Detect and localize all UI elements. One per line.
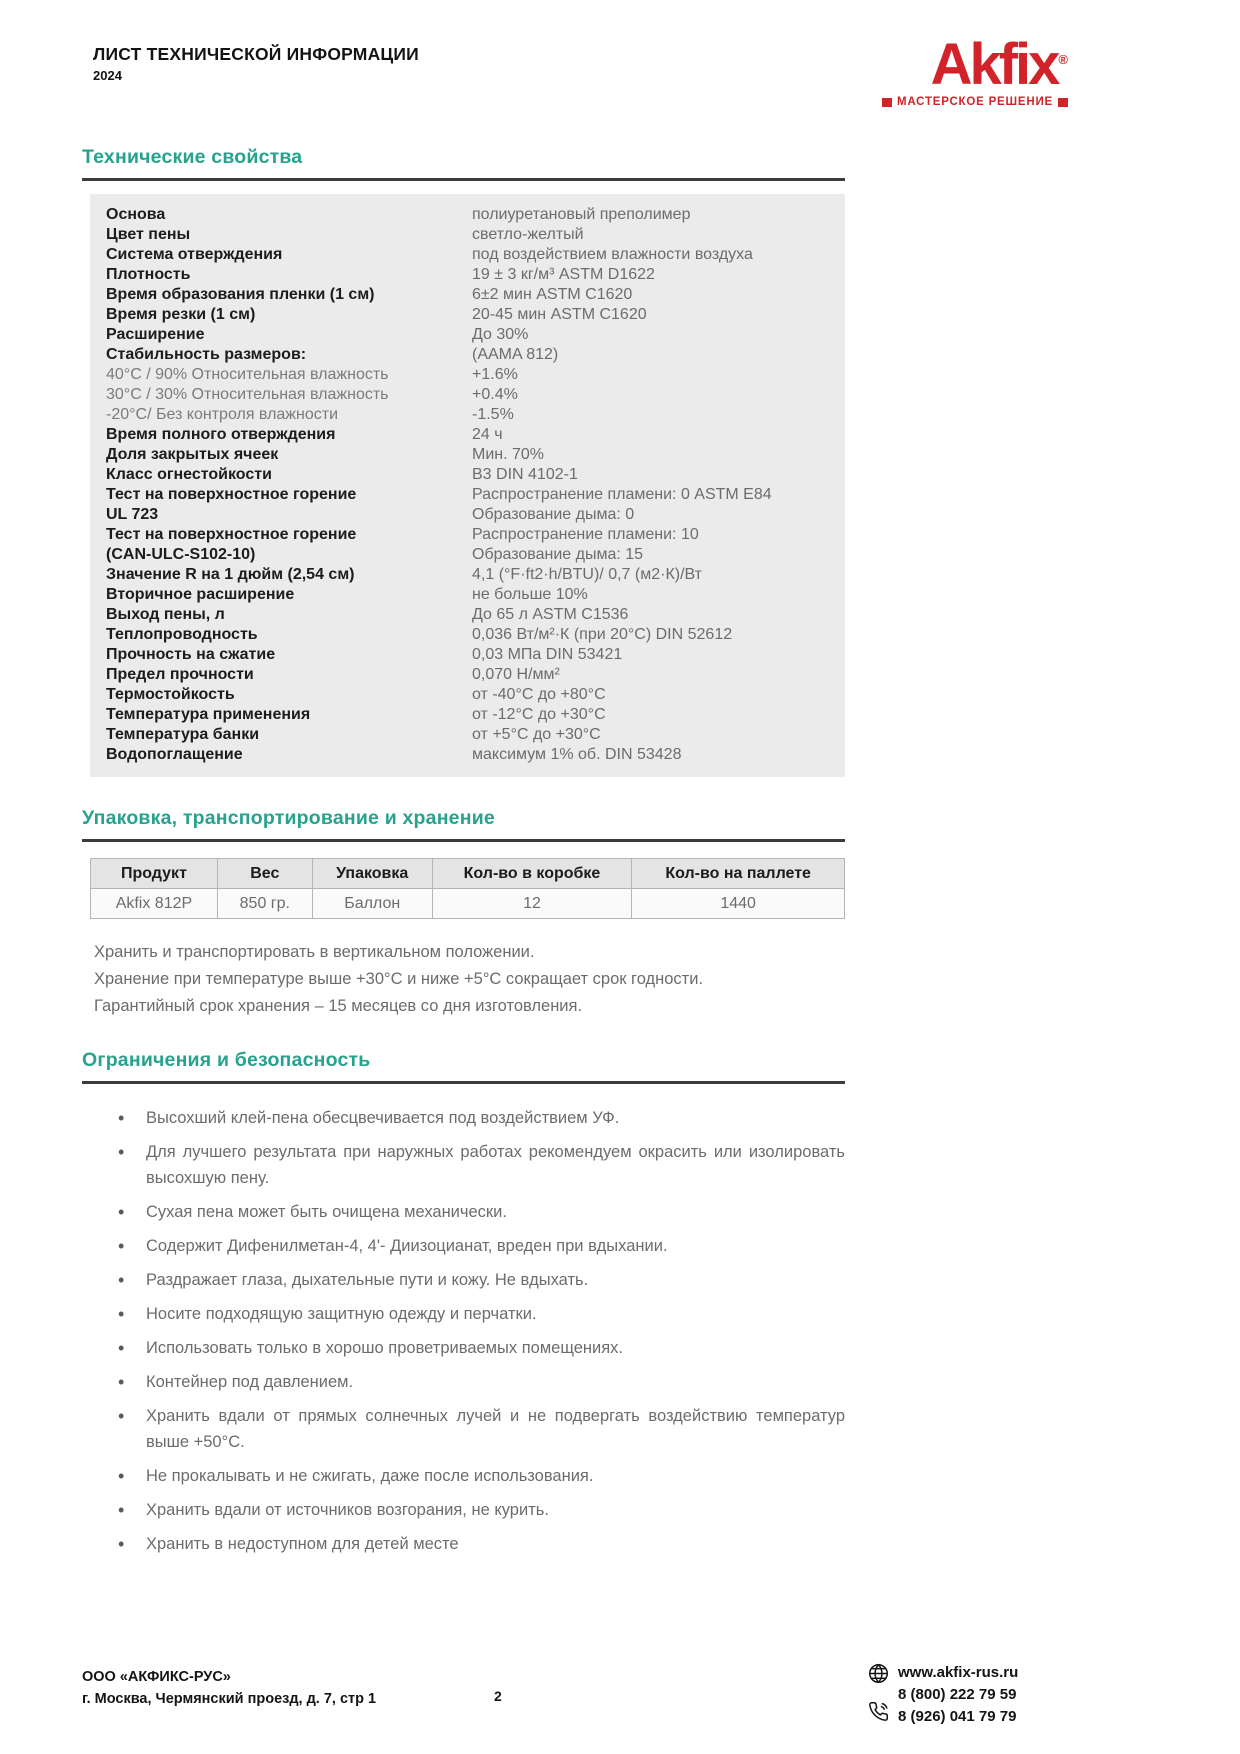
tech-table <box>90 194 845 777</box>
packaging-data-row <box>91 889 845 919</box>
packaging-column-header: Вес <box>217 859 312 889</box>
tech-row-value: 0,03 МПа DIN 53421 <box>472 646 623 663</box>
safety-bullet: • Для лучшего результата при наружных работах рекомендуем окрасить или изолировать высохшую пену. <box>82 1139 845 1191</box>
packaging-cell: Баллон <box>312 889 432 919</box>
tech-row-label: Температура банки <box>106 726 260 743</box>
logo-square-left <box>882 98 892 107</box>
section-heading-packaging: Упаковка, транспортирование и хранение <box>82 807 495 829</box>
tech-row <box>106 585 835 605</box>
tech-row <box>106 685 835 705</box>
tech-row <box>106 505 835 525</box>
safety-bullet: • Высохший клей-пена обесцвечивается под воздействием УФ. <box>82 1105 845 1131</box>
tech-row <box>106 285 835 305</box>
tech-row-value: 0,070 Н/мм² <box>472 666 560 683</box>
tech-row-label: Класс огнестойкости <box>106 466 272 483</box>
storage-notes <box>94 939 845 1020</box>
tech-row-label: Основа <box>106 206 166 223</box>
tech-row-label: Время резки (1 см) <box>106 306 256 323</box>
tech-row <box>106 545 835 565</box>
tech-row-value: 0,036 Вт/м²·К (при 20°C) DIN 52612 <box>472 626 733 643</box>
tech-row-label: Время полного отверждения <box>106 426 336 443</box>
logo-square-right <box>1058 98 1068 107</box>
packaging-column-header: Упаковка <box>312 859 432 889</box>
packaging-cell: Akfix 812P <box>91 889 218 919</box>
footer-company-block <box>82 1666 376 1710</box>
tech-row-label: Тест на поверхностное горение <box>106 526 357 543</box>
tech-row <box>106 405 835 425</box>
safety-list <box>82 1105 845 1557</box>
tech-row-value: Распространение пламени: 10 <box>472 526 699 543</box>
tech-row <box>106 325 835 345</box>
tech-row <box>106 705 835 725</box>
content-column <box>82 146 845 1557</box>
tech-row-label: Прочность на сжатие <box>106 646 276 663</box>
storage-note: Хранение при температуре выше +30°C и ниже +5°C сокращает срок годности. <box>94 970 704 988</box>
tech-row <box>106 305 835 325</box>
packaging-column-header: Кол-во на паллете <box>632 859 845 889</box>
tech-row-value: 6±2 мин ASTM C1620 <box>472 286 633 303</box>
safety-bullet: • Содержит Дифенилметан-4, 4'- Диизоцианат, вреден при вдыхании. <box>82 1233 845 1259</box>
tech-row-value: 4,1 (°F·ft2·h/BTU)/ 0,7 (м2·К)/Вт <box>472 566 702 583</box>
tech-row-value: B3 DIN 4102-1 <box>472 466 578 483</box>
tech-row <box>106 625 835 645</box>
tech-row-label: -20°C/ Без контроля влажности <box>106 406 338 423</box>
safety-bullet: • Раздражает глаза, дыхательные пути и кожу. Не вдыхать. <box>82 1267 845 1293</box>
footer-address: г. Москва, Чермянский проезд, д. 7, стр 1 <box>82 1691 377 1707</box>
safety-bullet: • Хранить в недоступном для детей месте <box>82 1531 845 1557</box>
tech-row <box>106 465 835 485</box>
tech-row <box>106 565 835 585</box>
page-header <box>0 0 1240 108</box>
tech-row-label: Система отверждения <box>106 246 283 263</box>
safety-bullet: • Использовать только в хорошо проветриваемых помещениях. <box>82 1335 845 1361</box>
heading-rule <box>82 839 845 842</box>
heading-rule <box>82 1081 845 1084</box>
footer-website-row <box>868 1662 1018 1684</box>
logo-tagline-text: МАСТЕРСКОЕ РЕШЕНИЕ <box>896 96 1053 108</box>
tech-row-label: UL 723 <box>106 506 159 523</box>
tech-row <box>106 645 835 665</box>
safety-bullet: • Хранить вдали от источников возгорания, не курить. <box>82 1497 845 1523</box>
tech-row-value: не больше 10% <box>472 586 588 603</box>
tech-row-value: от +5°C до +30°C <box>472 726 601 743</box>
title-block <box>93 44 419 83</box>
tech-row <box>106 485 835 505</box>
tech-row <box>106 205 835 225</box>
tech-row-label: Температура применения <box>106 706 311 723</box>
packaging-header-row <box>91 859 845 889</box>
document-year: 2024 <box>93 68 122 83</box>
tech-row-value: 24 ч <box>472 426 503 443</box>
tech-row <box>106 225 835 245</box>
packaging-table <box>90 858 845 919</box>
footer-phone1-row <box>868 1684 1018 1706</box>
tech-row <box>106 425 835 445</box>
storage-note: Гарантийный срок хранения – 15 месяцев со дня изготовления. <box>94 997 583 1015</box>
tech-row <box>106 725 835 745</box>
tech-row-label: Термостойкость <box>106 686 235 703</box>
tech-row-label: Вторичное расширение <box>106 586 295 603</box>
phone-icon <box>868 1701 889 1722</box>
safety-bullet: • Носите подходящую защитную одежду и перчатки. <box>82 1301 845 1327</box>
tech-row-value: от -40°C до +80°C <box>472 686 606 703</box>
tech-row <box>106 745 835 765</box>
tech-row <box>106 525 835 545</box>
globe-icon <box>868 1663 889 1684</box>
logo-tagline <box>882 96 1068 108</box>
tech-row-label: Значение R на 1 дюйм (2,54 см) <box>106 566 355 583</box>
tech-row-value: До 65 л ASTM C1536 <box>472 606 629 623</box>
tech-row-value: максимум 1% об. DIN 53428 <box>472 746 682 763</box>
tech-row-value: от -12°C до +30°C <box>472 706 606 723</box>
tech-row-label: Цвет пены <box>106 226 191 243</box>
tech-row-value: (AAMA 812) <box>472 346 559 363</box>
footer-phone1: 8 (800) 222 79 59 <box>898 1686 1017 1703</box>
registered-mark: ® <box>1058 51 1068 67</box>
tech-row-label: Тест на поверхностное горение <box>106 486 357 503</box>
packaging-column-header: Кол-во в коробке <box>432 859 632 889</box>
tech-row-value: Распространение пламени: 0 ASTM E84 <box>472 486 772 503</box>
tech-row <box>106 345 835 365</box>
heading-rule <box>82 178 845 181</box>
tech-row-label: 40°C / 90% Относительная влажность <box>106 366 389 383</box>
safety-bullet: • Контейнер под давлением. <box>82 1369 845 1395</box>
tech-row-value: Мин. 70% <box>472 446 545 463</box>
tech-row-value: светло-желтый <box>472 226 584 243</box>
logo-wordmark: Akfix® <box>930 32 1068 97</box>
tech-row-label: 30°C / 30% Относительная влажность <box>106 386 389 403</box>
tech-row <box>106 245 835 265</box>
footer-contact-block <box>868 1662 1018 1728</box>
tech-row-label: Плотность <box>106 266 191 283</box>
tech-row-label: Время образования пленки (1 см) <box>106 286 375 303</box>
tech-row-value: Образование дыма: 0 <box>472 506 635 523</box>
tech-row-value: 19 ± 3 кг/м³ ASTM D1622 <box>472 266 655 283</box>
tech-row <box>106 605 835 625</box>
section-technical <box>82 146 845 777</box>
tech-row-value: -1.5% <box>472 406 514 423</box>
tech-row <box>106 665 835 685</box>
safety-bullet: • Не прокалывать и не сжигать, даже после использования. <box>82 1463 845 1489</box>
safety-bullet: • Сухая пена может быть очищена механически. <box>82 1199 845 1225</box>
packaging-cell: 850 гр. <box>217 889 312 919</box>
tech-row-value: 20-45 мин ASTM C1620 <box>472 306 647 323</box>
tech-row <box>106 265 835 285</box>
akfix-logo <box>882 32 1068 108</box>
tech-row-label: Доля закрытых ячеек <box>106 446 279 463</box>
tech-row <box>106 365 835 385</box>
packaging-cell: 12 <box>432 889 632 919</box>
tech-row-value: полиуретановый преполимер <box>472 206 691 223</box>
section-heading-safety: Ограничения и безопасность <box>82 1049 371 1071</box>
footer-website: www.akfix-rus.ru <box>898 1664 1019 1681</box>
footer-company: ООО «АКФИКС-РУС» <box>82 1669 231 1685</box>
tech-row-value: До 30% <box>472 326 529 343</box>
safety-bullet: • Хранить вдали от прямых солнечных лучей и не подвергать воздействию температур выше +50°C. <box>82 1403 845 1455</box>
tech-row <box>106 445 835 465</box>
footer-phone2: 8 (926) 041 79 79 <box>898 1708 1017 1725</box>
section-packaging <box>82 807 845 1020</box>
tech-row-label: Теплопроводность <box>106 626 258 643</box>
tech-row-value: +1.6% <box>472 366 518 383</box>
packaging-column-header: Продукт <box>91 859 218 889</box>
tech-row-value: под воздействием влажности воздуха <box>472 246 753 263</box>
tech-row <box>106 385 835 405</box>
tech-row-label: Предел прочности <box>106 666 254 683</box>
storage-note: Хранить и транспортировать в вертикальном положении. <box>94 943 535 961</box>
tech-row-value: +0.4% <box>472 386 518 403</box>
tech-row-value: Образование дыма: 15 <box>472 546 644 563</box>
section-safety <box>82 1049 845 1557</box>
section-heading-technical: Технические свойства <box>82 146 303 168</box>
tech-row-label: Стабильность размеров: <box>106 346 307 363</box>
page-number: 2 <box>494 1688 502 1704</box>
tech-row-label: Расширение <box>106 326 205 343</box>
document-title: ЛИСТ ТЕХНИЧЕСКОЙ ИНФОРМАЦИИ <box>93 44 419 64</box>
footer-phone2-row <box>868 1706 1018 1728</box>
packaging-cell: 1440 <box>632 889 845 919</box>
tech-row-label: Выход пены, л <box>106 606 225 623</box>
tech-row-label: Водопоглащение <box>106 746 243 763</box>
tech-row-label: (CAN-ULC-S102-10) <box>106 546 256 563</box>
